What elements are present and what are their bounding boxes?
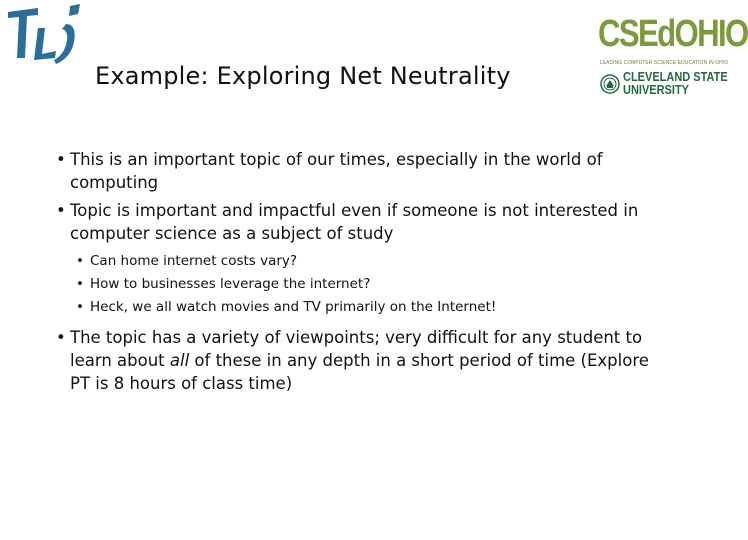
sub-bullet-item (76, 273, 666, 296)
bullet-item (56, 148, 666, 194)
bullet-text-part: The topic has a variety of viewpoints; very difficult for any student to learn about (70, 328, 643, 370)
bullet-text-emphasis: all (169, 351, 190, 370)
bullet-dot-icon: • (56, 328, 66, 347)
csed-ohio-logo (598, 13, 748, 102)
csu-name-line1: CLEVELAND STATE (623, 70, 728, 84)
bullet-item (56, 326, 666, 395)
sub-bullet-dot-icon: • (76, 299, 84, 315)
csed-ohio-tagline: LEADING COMPUTER SCIENCE EDUCATION IN OHIO (600, 60, 729, 66)
sub-bullet-dot-icon: • (76, 253, 84, 269)
slide-body (56, 148, 666, 400)
csu-wordmark (623, 71, 728, 97)
sub-bullet-text: Heck, we all watch movies and TV primarily on the Internet! (90, 299, 497, 315)
sub-bullet-item (76, 250, 666, 273)
bullet-text: Topic is important and impactful even if someone is not interested in computer science as a subject of study (70, 201, 639, 243)
bullet-text: This is an important topic of our times, especially in the world of computing (70, 150, 603, 192)
sub-bullet-text: How to businesses leverage the internet? (90, 276, 371, 292)
bullet-item (56, 199, 666, 245)
sub-bullet-text: Can home internet costs vary? (90, 253, 298, 269)
bullet-text-part: of these in any depth in a short period of time (Explore PT is 8 hours of class time) (70, 351, 649, 393)
tli-logo (4, 2, 86, 68)
slide-title: Example: Exploring Net Neutrality (95, 62, 511, 90)
sub-bullet-list (56, 250, 666, 319)
sub-bullet-item (76, 296, 666, 319)
bullet-dot-icon: • (56, 150, 66, 169)
csu-name-line2: UNIVERSITY (623, 83, 690, 97)
sub-bullet-dot-icon: • (76, 276, 84, 292)
csed-ohio-wordmark: CSEdOHIO (598, 13, 748, 55)
csu-seal-icon (600, 74, 620, 94)
bullet-dot-icon: • (56, 201, 66, 220)
